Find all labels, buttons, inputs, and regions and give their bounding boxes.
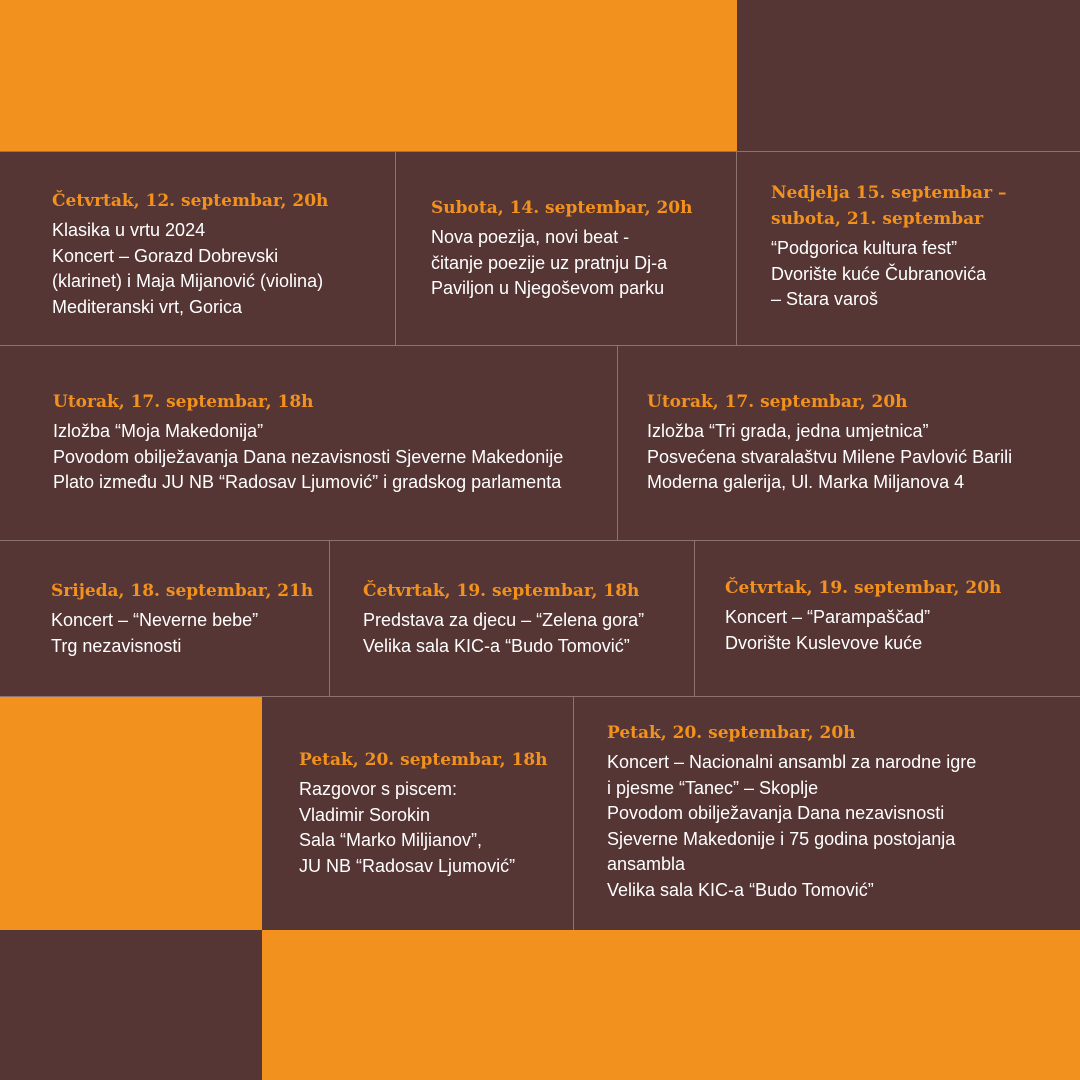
divider-row1-a (395, 151, 396, 345)
event-line: Izložba “Tri grada, jedna umjetnica” (647, 421, 929, 441)
event-line: Koncert – “Parampaščad” (725, 607, 931, 627)
event-line: Sjeverne Makedonije i 75 godina postojanja (607, 828, 956, 849)
event-line: Klasika u vrtu 2024 (52, 220, 206, 240)
event-line: JU NB “Radosav Ljumović” (299, 855, 516, 876)
event-line: Moderna galerija, Ul. Marka Miljanova 4 (647, 472, 965, 492)
event-line: Trg nezavisnosti (51, 635, 182, 656)
event-card (725, 575, 1001, 656)
event-line: Dvorište kuće Čubranovića (771, 263, 987, 284)
event-card (299, 747, 548, 879)
event-line: čitanje poezije uz pratnju Dj-a (431, 252, 668, 273)
event-line: Predstava za djecu – “Zelena gora” (363, 610, 645, 630)
divider-row4 (573, 696, 574, 930)
event-card (51, 578, 313, 659)
divider-row-3-top (0, 540, 1080, 541)
event-title: Subota, 14. septembar, 20h (431, 198, 693, 218)
event-line: Velika sala KIC-a “Budo Tomović” (607, 879, 874, 900)
divider-row2 (617, 345, 618, 540)
event-line: Koncert – Gorazd Dobrevski (52, 245, 279, 266)
event-title: Utorak, 17. septembar, 20h (647, 392, 908, 412)
divider-row-1-top (0, 151, 1080, 152)
divider-row-2-top (0, 345, 1080, 346)
event-line: (klarinet) i Maja Mijanović (violina) (52, 271, 324, 291)
event-line: ansambla (607, 854, 686, 874)
event-title: Utorak, 17. septembar, 18h (53, 392, 314, 412)
orange-block-top-left (0, 0, 737, 151)
event-line: Paviljon u Njegoševom parku (431, 278, 665, 298)
event-card (647, 389, 1012, 496)
brown-block-top-right (737, 0, 1080, 151)
event-line: Koncert – Nacionalni ansambl za narodne igre (607, 752, 977, 772)
event-line: Posvećena stvaralaštvu Milene Pavlović Barili (647, 446, 1013, 467)
event-title: Četvrtak, 12. septembar, 20h (52, 191, 329, 211)
event-line: – Stara varoš (771, 289, 879, 309)
event-line: Povodom obilježavanja Dana nezavisnosti Sjeverne Makedonije (53, 446, 564, 467)
event-line: Izložba “Moja Makedonija” (53, 421, 264, 441)
event-card (52, 188, 328, 320)
event-line: Sala “Marko Miljianov”, (299, 830, 483, 850)
event-title: Srijeda, 18. septembar, 21h (51, 581, 314, 601)
event-line: Koncert – “Neverne bebe” (51, 610, 259, 630)
event-card (363, 578, 644, 659)
divider-row3-a (329, 540, 330, 696)
event-card (607, 720, 976, 903)
orange-block-bottom-right (262, 930, 1080, 1080)
event-line: Velika sala KIC-a “Budo Tomović” (363, 635, 630, 656)
event-line: Mediteranski vrt, Gorica (52, 296, 243, 317)
event-title: Četvrtak, 19. septembar, 18h (363, 581, 640, 601)
divider-row3-b (694, 540, 695, 696)
event-line: Razgovor s piscem: (299, 779, 458, 799)
event-title: Nedjelja 15. septembar – subota, 21. septembar (771, 183, 1007, 229)
divider-row-4-top (0, 696, 1080, 697)
event-line: Povodom obilježavanja Dana nezavisnosti (607, 803, 945, 823)
event-line: “Podgorica kultura fest” (771, 238, 958, 258)
event-title: Četvrtak, 19. septembar, 20h (725, 578, 1002, 598)
event-line: i pjesme “Tanec” – Skoplje (607, 777, 819, 798)
event-line: Vladimir Sorokin (299, 804, 431, 825)
event-title: Petak, 20. septembar, 20h (607, 723, 856, 743)
brown-block-bottom-left (0, 930, 262, 1080)
event-line: Plato između JU NB “Radosav Ljumović” i gradskog parlamenta (53, 472, 562, 492)
event-title: Petak, 20. septembar, 18h (299, 750, 548, 770)
divider-row1-b (736, 151, 737, 345)
event-line: Dvorište Kuslevove kuće (725, 632, 923, 653)
orange-block-left-middle (0, 697, 262, 930)
event-card (53, 389, 563, 496)
event-card (771, 180, 1006, 313)
event-line: Nova poezija, novi beat - (431, 227, 630, 247)
event-card (431, 195, 692, 302)
